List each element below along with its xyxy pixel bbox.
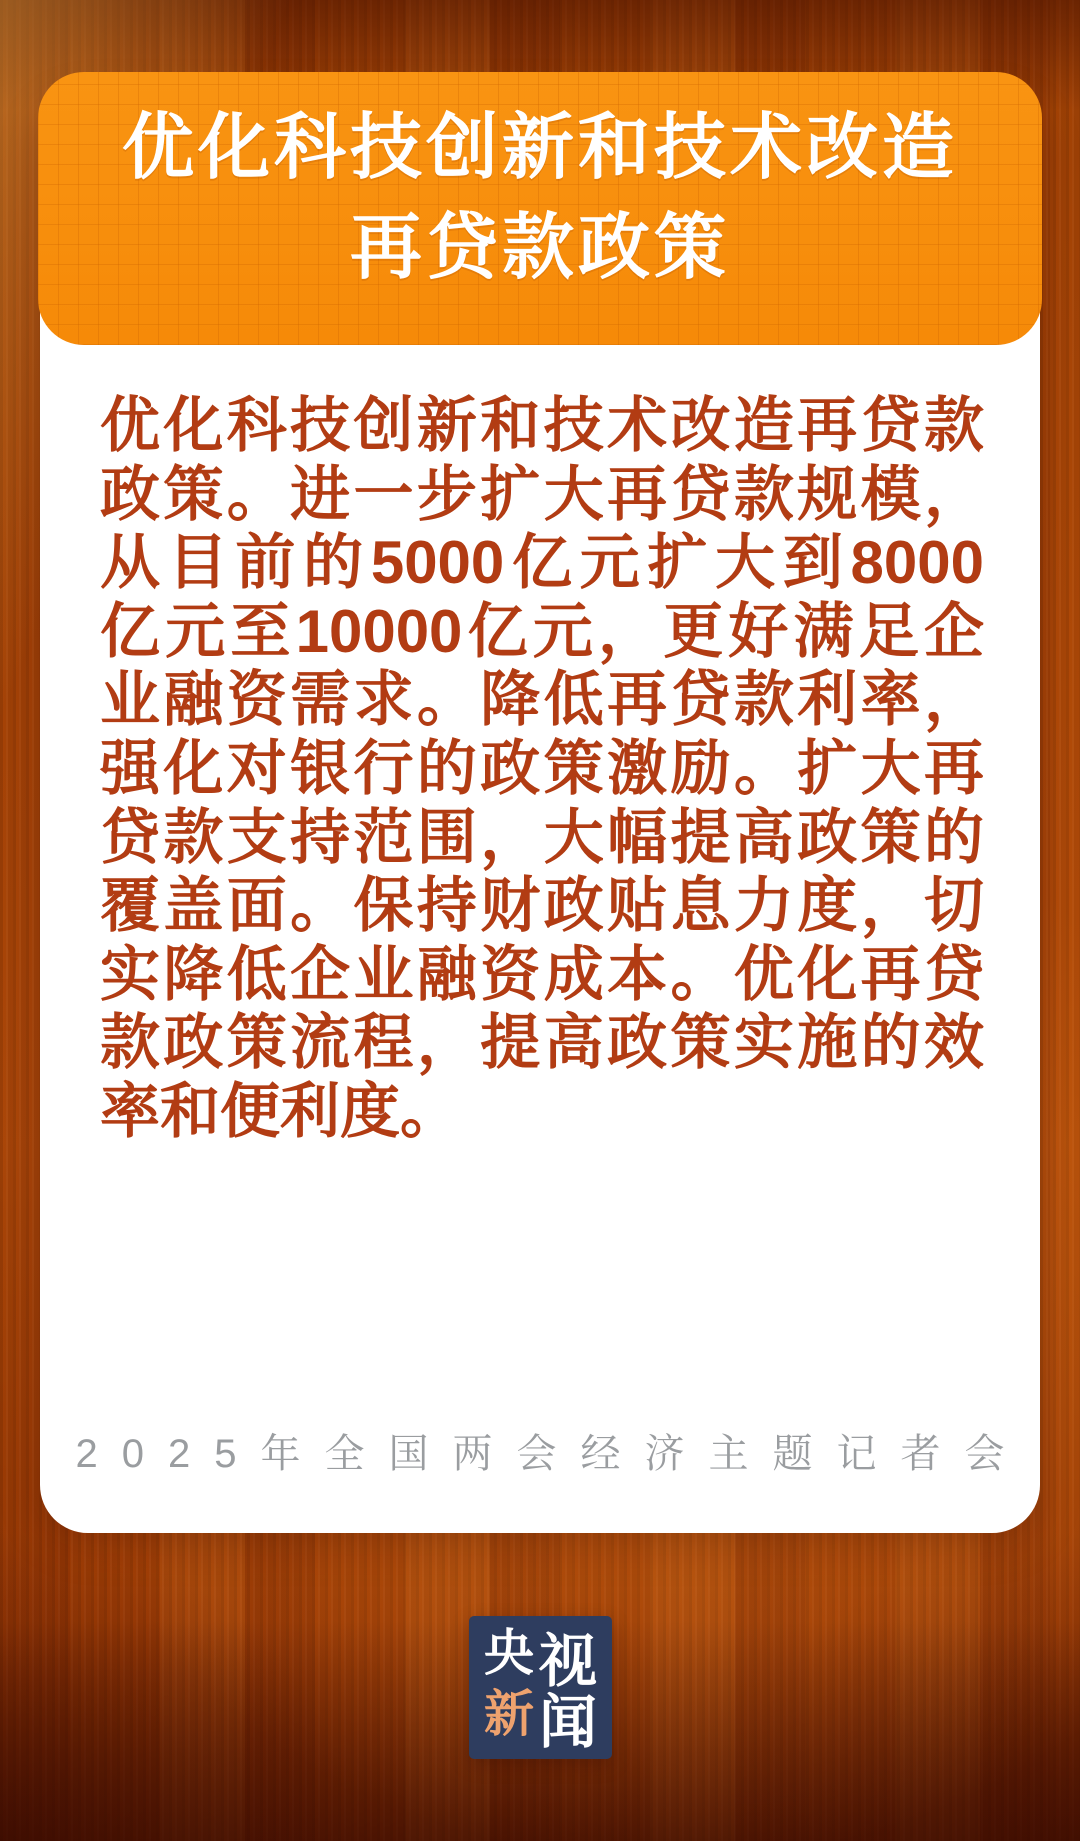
body-text-line: 业融资需求。降低再贷款利率， xyxy=(100,666,984,734)
body-text-line: 率和便利度。 xyxy=(100,1077,460,1145)
header-title-line1: 优化科技创新和技术改造 xyxy=(121,108,958,188)
body-text-line: 实降低企业融资成本。优化再贷 xyxy=(100,940,984,1008)
logo-char: 新 xyxy=(483,1685,534,1742)
body-text-line: 政策。进一步扩大再贷款规模， xyxy=(100,460,984,528)
body-text-line: 覆盖面。保持财政贴息力度，切 xyxy=(100,872,984,940)
body-paragraph xyxy=(100,392,984,1147)
logo-char: 视 xyxy=(538,1629,597,1695)
body-text-line: 优化科技创新和技术改造再贷款 xyxy=(100,392,984,459)
body-text-line: 亿元至10000亿元，更好满足企 xyxy=(100,597,984,665)
header-title-line2: 再贷款政策 xyxy=(349,208,730,288)
body-text-line: 款政策流程，提高政策实施的效 xyxy=(100,1009,984,1077)
logo-char: 央 xyxy=(483,1625,534,1682)
header-banner xyxy=(38,72,1042,345)
body-text-line: 贷款支持范围，大幅提高政策的 xyxy=(100,803,984,871)
footer-caption: 2025年全国两会经济主题记者会 xyxy=(75,1432,1029,1476)
cctv-news-logo xyxy=(469,1616,612,1759)
body-text-line: 从目前的5000亿元扩大到8000 xyxy=(100,529,984,597)
body-text-line: 强化对银行的政策激励。扩大再 xyxy=(100,734,984,802)
logo-char: 闻 xyxy=(538,1689,597,1755)
